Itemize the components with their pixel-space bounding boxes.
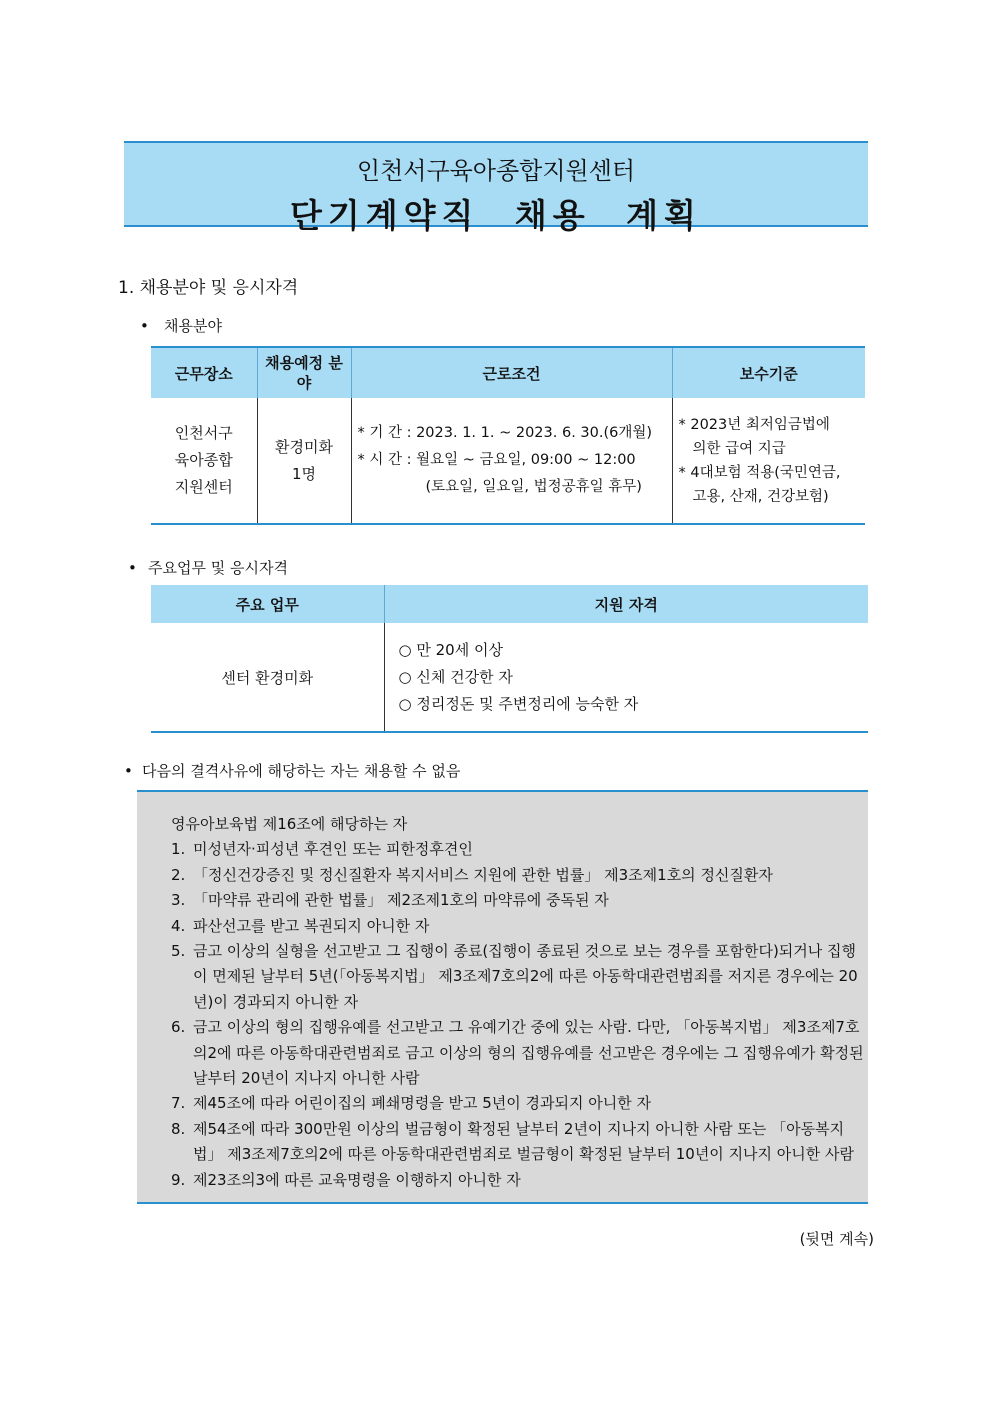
continued-note: (뒷면 계속) [799,1230,874,1248]
page-title: 단기계약직 채용 계획 [290,196,702,235]
list-item: 9. 제23조의3에 따른 교육명령을 이행하지 아니한 자 [171,1170,521,1189]
qualification-cell [384,623,868,732]
header-conditions: 근로조건 [351,347,672,398]
bullet-dot: • [128,559,137,577]
organization-name: 인천서구육아종합지원센터 [356,157,636,185]
conditions-cell [351,398,672,524]
condition-holidays: (토요일, 일요일, 법정공휴일 휴무) [425,479,642,495]
table-row [151,623,868,732]
list-item: 5. 금고 이상의 실형을 선고받고 그 집행이 종료(집행이 종료된 것으로 보는 경우를 포함한다)되거나 집행이 면제된 날부터 5년(「아동복지법」 제3조제7호의2에 따른 아동학대관련범죄를 저지른 경우에는 20년)이 경과되지 아니한 자 [171,942,858,1011]
duty-cell: 센터 환경미화 [151,623,384,732]
pay-cell: * 2023년 최저임금법에 의한 급여 지급 * 4대보험 적용(국민연금, 고용, 산재, 건강보험) [678,416,841,505]
qualification-item: ○ 만 20세 이상 [398,640,503,659]
header-field: 채용예정 분야 [257,347,351,398]
list-item: 7. 제45조에 따라 어린이집의 폐쇄명령을 받고 5년이 경과되지 아니한 자 [171,1094,652,1113]
qualification-item: ○ 정리정돈 및 주변정리에 능숙한 자 [398,694,639,713]
list-item: 1. 미성년자·피성년 후견인 또는 피한정후견인 [171,840,473,859]
disqualification-box [137,790,868,1204]
recruitment-table [151,346,865,525]
bullet-duties [128,557,288,578]
duties-table [151,585,868,733]
table-row [151,398,865,524]
section-heading: 1. 채용분야 및 응시자격 [118,278,299,298]
condition-hours: * 시 간 : 월요일 ~ 금요일, 09:00 ~ 12:00 [357,452,636,468]
list-item: 4. 파산선고를 받고 복권되지 아니한 자 [171,916,430,935]
disqualification-intro: 영유아보육법 제16조에 해당하는 자 [171,815,408,833]
list-item: 2. 「정신건강증진 및 정신질환자 복지서비스 지원에 관한 법률」 제3조제1호의 정신질환자 [171,865,773,884]
bullet-dot: • [124,762,133,780]
list-item: 3. 「마약류 관리에 관한 법률」 제2조제1호의 마약류에 중독된 자 [171,891,609,910]
bullet-disqualify-label: 다음의 결격사유에 해당하는 자는 채용할 수 없음 [142,762,461,780]
list-item: 6. 금고 이상의 형의 집행유예를 선고받고 그 유예기간 중에 있는 사람. 다만, 「아동복지법」 제3조제7호의2에 따른 아동학대관련범죄로 금고 이상의 형의 집행유예를 선고받은 경우에는 그 집행유예가 확정된 날부터 20년이 지나지 아니한 사람 [171,1018,864,1088]
header-duty: 주요 업무 [151,585,384,623]
bullet-duties-label: 주요업무 및 응시자격 [148,559,288,577]
bullet-field-label: 채용분야 [164,317,222,335]
bullet-disqualify [124,760,460,781]
bullet-field [140,315,222,336]
list-item: 8. 제54조에 따라 300만원 이상의 벌금형이 확정된 날부터 2년이 지나지 아니한 사람 또는 「아동복지법」 제3조제7호의2에 따른 아동학대관련범죄로 벌금형이 확정된 날부터 10년이 지나지 아니한 사람 [171,1119,855,1164]
qualification-item: ○ 신체 건강한 자 [398,667,513,686]
condition-period: * 기 간 : 2023. 1. 1. ~ 2023. 6. 30.(6개월) [357,425,653,441]
bullet-dot: • [140,317,149,335]
title-box [124,141,868,235]
header-qualification: 지원 자격 [384,585,868,623]
header-pay: 보수기준 [672,347,865,398]
header-workplace: 근무장소 [151,347,257,398]
field-cell: 환경미화 1명 [257,398,351,524]
workplace-cell: 인천서구 육아종합 지원센터 [151,398,257,524]
